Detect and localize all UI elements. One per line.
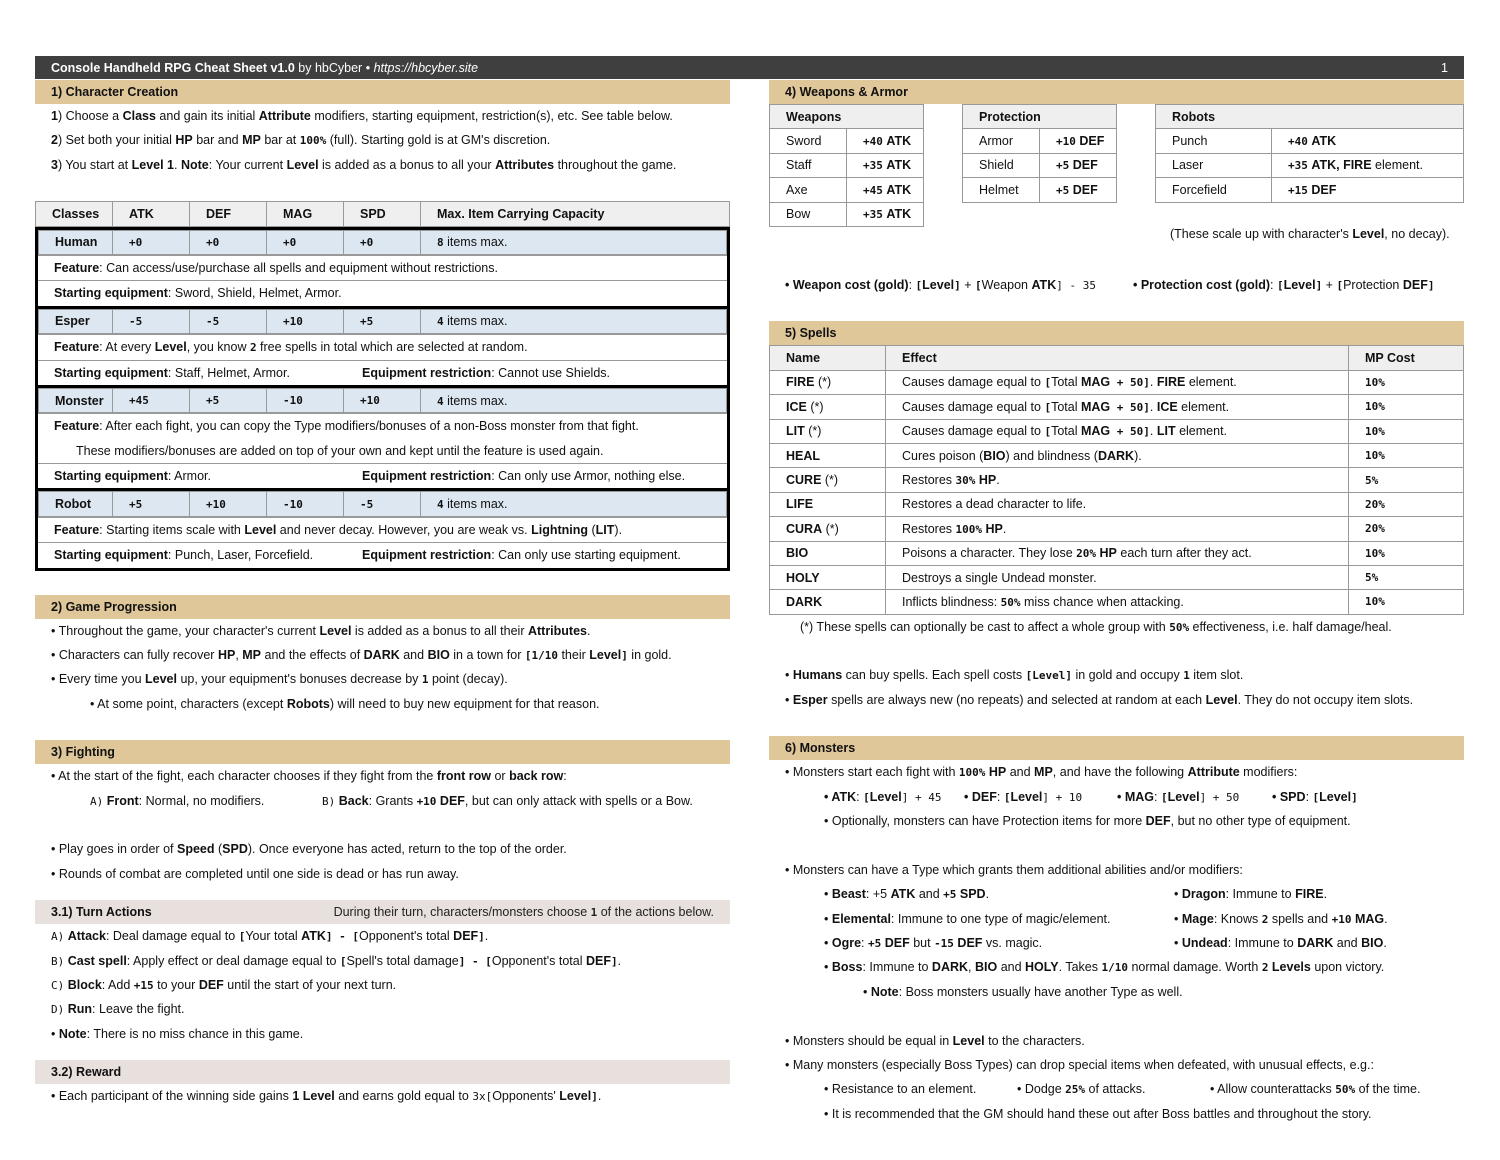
section-fighting: 3) Fighting bbox=[35, 740, 730, 764]
table-row: CURE (*) Restores 30% HP. 5% bbox=[770, 468, 1464, 492]
protection-cost: • Protection cost (gold): [Level] + [Protection DEF] bbox=[1133, 278, 1435, 292]
fighting-line: • At the start of the fight, each character chooses if they fight from the front row or back row: bbox=[51, 769, 567, 784]
type-mage: • Mage: Knows 2 spells and +10 MAG. bbox=[1174, 911, 1388, 926]
spells-footnote: (*) These spells can optionally be cast to affect a whole group with 50% effectiveness, i.e. half damage/heal. bbox=[800, 619, 1392, 634]
table-row: CURA (*) Restores 100% HP. 20% bbox=[770, 517, 1464, 541]
title-bar bbox=[35, 56, 1464, 79]
creation-step-2: 2) Set both your initial HP bar and MP bar at 100% (full). Starting gold is at GM's discretion. bbox=[51, 133, 551, 148]
table-row: DARK Inflicts blindness: 50% miss chance when attacking. 10% bbox=[770, 590, 1464, 614]
equipment-tables bbox=[769, 104, 1464, 251]
section-game-progression: 2) Game Progression bbox=[35, 595, 730, 619]
table-header: Classes ATK DEF MAG SPD Max. Item Carrying Capacity bbox=[36, 202, 730, 226]
class-block-robot bbox=[35, 491, 730, 570]
class-block-monster bbox=[35, 388, 730, 492]
modifier-spd: • SPD: [Level] bbox=[1272, 789, 1358, 804]
type-elemental: • Elemental: Immune to one type of magic/element. bbox=[824, 911, 1111, 926]
drop-item: • Resistance to an element. bbox=[824, 1082, 977, 1097]
table-row: HEAL Cures poison (BIO) and blindness (DARK). 10% bbox=[770, 443, 1464, 467]
page-number: 1 bbox=[1441, 60, 1448, 75]
table-row: Monster +45 +5 -10 +10 4 items max. bbox=[39, 388, 727, 412]
creation-step-1: 1) Choose a Class and gain its initial Attribute modifiers, starting equipment, restriction(s), etc. See table below. bbox=[51, 109, 673, 123]
monsters-optional: • Optionally, monsters can have Protection items for more DEF, but no other type of equipment. bbox=[824, 814, 1351, 829]
author: by hbCyber bbox=[298, 60, 363, 75]
class-feature: Feature: Can access/use/purchase all spells and equipment without restrictions. bbox=[38, 255, 727, 280]
spells-esper-line: • Esper spells are always new (no repeats) and selected at random at each Level. They do not occupy item slots. bbox=[785, 692, 1414, 707]
monsters-line: • It is recommended that the GM should hand these out after Boss battles and throughout the story. bbox=[824, 1106, 1372, 1121]
modifier-mag: • MAG: [Level] + 50 bbox=[1117, 789, 1240, 804]
table-row: HOLY Destroys a single Undead monster. 5% bbox=[770, 565, 1464, 589]
type-undead: • Undead: Immune to DARK and BIO. bbox=[1174, 935, 1387, 950]
table-row: Robot +5 +10 -10 -5 4 items max. bbox=[39, 492, 727, 516]
table-row: ICE (*) Causes damage equal to [Total MAG + 50]. ICE element. 10% bbox=[770, 395, 1464, 419]
section-weapons-armor: 4) Weapons & Armor bbox=[769, 80, 1464, 104]
protection-table: Protection Armor +10 DEF Shield +5 DEF Helmet +5 DEF bbox=[962, 104, 1117, 203]
weapon-cost: • Weapon cost (gold): [Level] + [Weapon ATK] - 35 bbox=[785, 278, 1096, 292]
class-feature: Feature: Starting items scale with Level and never decay. However, you are weak vs. Lightning (LIT). bbox=[38, 517, 727, 542]
action-run: D) Run: Leave the fight. bbox=[51, 1002, 185, 1017]
monsters-line: • Monsters can have a Type which grants them additional abilities and/or modifiers: bbox=[785, 862, 1243, 877]
action-attack: A) Attack: Deal damage equal to [Your total ATK] - [Opponent's total DEF]. bbox=[51, 929, 489, 944]
table-row: Sword +40 ATK bbox=[770, 129, 924, 153]
monster-types-row bbox=[769, 882, 1464, 906]
classes-table bbox=[35, 201, 730, 570]
subsection-reward: 3.2) Reward bbox=[35, 1060, 730, 1084]
weapons-table: Weapons Sword +40 ATK Staff +35 ATK Axe +45 ATK Bow +35 ATK bbox=[769, 104, 924, 227]
spells-table bbox=[769, 345, 1464, 614]
section-spells: 5) Spells bbox=[769, 321, 1464, 345]
progression-line: • Characters can fully recover HP, MP and the effects of DARK and BIO in a town for [1/10 their Level] in gold. bbox=[51, 648, 672, 663]
table-header: Name Effect MP Cost bbox=[770, 346, 1464, 370]
action-block: C) Block: Add +15 to your DEF until the start of your next turn. bbox=[51, 977, 397, 992]
table-row: Bow +35 ATK bbox=[770, 202, 924, 226]
row-options bbox=[35, 789, 730, 813]
robots-table: Robots Punch +40 ATK Laser +35 ATK, FIRE element. Forcefield +15 DEF bbox=[1155, 104, 1464, 203]
table-row: LIT (*) Causes damage equal to [Total MAG + 50]. LIT element. 10% bbox=[770, 419, 1464, 443]
table-row: Punch +40 ATK bbox=[1156, 129, 1464, 153]
class-feature: Feature: After each fight, you can copy the Type modifiers/bonuses of a non-Boss monster from that fight. bbox=[38, 413, 727, 438]
table-row: Esper -5 -5 +10 +5 4 items max. bbox=[39, 309, 727, 333]
right-column bbox=[769, 80, 1464, 1126]
robots-note: (These scale up with character's Level, no decay). bbox=[1170, 227, 1450, 241]
table-row: Axe +45 ATK bbox=[770, 178, 924, 202]
table-row: Human +0 +0 +0 +0 8 items max. bbox=[39, 230, 727, 254]
monsters-line: • Monsters start each fight with 100% HP and MP, and have the following Attribute modifiers: bbox=[785, 765, 1298, 780]
fighting-line: • Play goes in order of Speed (SPD). Once everyone has acted, return to the top of the order. bbox=[51, 842, 567, 857]
drop-examples bbox=[769, 1077, 1464, 1101]
table-row: Shield +5 DEF bbox=[963, 153, 1117, 177]
subsection-turn-actions: 3.1) Turn Actions During their turn, characters/monsters choose 1 of the actions below. bbox=[35, 900, 730, 924]
type-beast: • Beast: +5 ATK and +5 SPD. bbox=[824, 887, 990, 902]
site-link[interactable]: https://hbcyber.site bbox=[373, 60, 479, 75]
type-boss: • Boss: Immune to DARK, BIO and HOLY. Takes 1/10 normal damage. Worth 2 Levels upon victory. bbox=[824, 960, 1385, 975]
section-monsters: 6) Monsters bbox=[769, 736, 1464, 760]
progression-line: • Throughout the game, your character's current Level is added as a bonus to all their Attributes. bbox=[51, 623, 591, 638]
monster-types-row bbox=[769, 907, 1464, 931]
class-block-esper bbox=[35, 309, 730, 388]
monsters-line: • Many monsters (especially Boss Types) can drop special items when defeated, with unusual effects, e.g.: bbox=[785, 1057, 1374, 1072]
class-feature-cont: These modifiers/bonuses are added on top of your own and kept until the feature is used again. bbox=[76, 443, 604, 458]
type-ogre: • Ogre: +5 DEF but -15 DEF vs. magic. bbox=[824, 935, 1043, 950]
creation-step-3: 3) You start at Level 1. Note: Your current Level is added as a bonus to all your Attributes throughout the game. bbox=[51, 157, 677, 172]
class-starting-equipment: Starting equipment: Armor. Equipment restriction: Can only use Armor, nothing else. bbox=[38, 463, 727, 488]
boss-note: • Note: Boss monsters usually have another Type as well. bbox=[863, 984, 1183, 999]
class-starting-equipment: Starting equipment: Staff, Helmet, Armor. Equipment restriction: Cannot use Shields. bbox=[38, 360, 727, 385]
separator: • bbox=[365, 60, 371, 75]
left-column bbox=[35, 80, 730, 1109]
table-row: FIRE (*) Causes damage equal to [Total MAG + 50]. FIRE element. 10% bbox=[770, 370, 1464, 394]
reward-line: • Each participant of the winning side gains 1 Level and earns gold equal to 3x[Opponents' Level]. bbox=[51, 1089, 602, 1104]
action-cast-spell: B) Cast spell: Apply effect or deal damage equal to [Spell's total damage] - [Opponent's total DEF]. bbox=[51, 953, 622, 968]
fighting-note: • Note: There is no miss chance in this game. bbox=[51, 1026, 304, 1041]
table-row: BIO Poisons a character. They lose 20% HP each turn after they act. 10% bbox=[770, 541, 1464, 565]
table-row: Forcefield +15 DEF bbox=[1156, 178, 1464, 202]
progression-line: • Every time you Level up, your equipment's bonuses decrease by 1 point (decay). bbox=[51, 672, 508, 687]
drop-item: • Allow counterattacks 50% of the time. bbox=[1210, 1082, 1421, 1097]
drop-item: • Dodge 25% of attacks. bbox=[1017, 1082, 1146, 1097]
monster-modifiers bbox=[769, 785, 1464, 809]
class-starting-equipment: Starting equipment: Sword, Shield, Helmet, Armor. bbox=[38, 280, 727, 305]
class-starting-equipment: Starting equipment: Punch, Laser, Forcefield. Equipment restriction: Can only use starting equipment. bbox=[38, 542, 727, 567]
front-row-option: A) Front: Normal, no modifiers. bbox=[90, 793, 265, 808]
monsters-line: • Monsters should be equal in Level to the characters. bbox=[785, 1033, 1085, 1048]
modifier-def: • DEF: [Level] + 10 bbox=[964, 789, 1083, 804]
section-character-creation: 1) Character Creation bbox=[35, 80, 730, 104]
table-row: LIFE Restores a dead character to life. 20% bbox=[770, 492, 1464, 516]
sheet-title: Console Handheld RPG Cheat Sheet v1.0 bbox=[51, 60, 295, 75]
spells-humans-line: • Humans can buy spells. Each spell costs [Level] in gold and occupy 1 item slot. bbox=[785, 668, 1244, 683]
progression-line: • At some point, characters (except Robots) will need to buy new equipment for that reason. bbox=[90, 696, 600, 711]
fighting-line: • Rounds of combat are completed until one side is dead or has run away. bbox=[51, 866, 459, 881]
table-row: Armor +10 DEF bbox=[963, 129, 1117, 153]
table-row: Staff +35 ATK bbox=[770, 153, 924, 177]
cost-formulas bbox=[769, 273, 1464, 297]
class-feature: Feature: At every Level, you know 2 free spells in total which are selected at random. bbox=[38, 334, 727, 359]
type-dragon: • Dragon: Immune to FIRE. bbox=[1174, 887, 1328, 902]
back-row-option: B) Back: Grants +10 DEF, but can only attack with spells or a Bow. bbox=[322, 793, 693, 808]
class-block-human bbox=[35, 227, 730, 309]
modifier-atk: • ATK: [Level] + 45 bbox=[824, 789, 942, 804]
table-row: Laser +35 ATK, FIRE element. bbox=[1156, 153, 1464, 177]
monster-types-row bbox=[769, 931, 1464, 955]
table-row: Helmet +5 DEF bbox=[963, 178, 1117, 202]
